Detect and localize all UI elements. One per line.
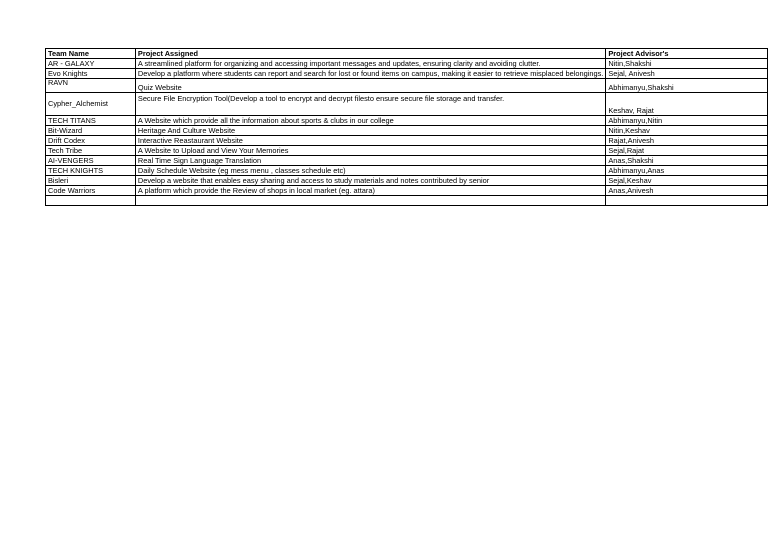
- table-row: [46, 146, 768, 156]
- table-row: [46, 59, 768, 69]
- team-name-cell[interactable]: [46, 196, 136, 206]
- team-name-cell[interactable]: Evo Knights: [46, 69, 136, 79]
- header-project-assigned[interactable]: Project Assigned: [135, 49, 605, 59]
- table-row: [46, 166, 768, 176]
- advisor-cell[interactable]: Abhimanyu,Shakshi: [606, 79, 768, 93]
- advisor-cell[interactable]: Sejal, Anivesh: [606, 69, 768, 79]
- project-cell[interactable]: [135, 196, 605, 206]
- team-name-cell[interactable]: Code Warriors: [46, 186, 136, 196]
- project-cell[interactable]: A platform which provide the Review of shops in local market (eg. attara): [135, 186, 605, 196]
- advisor-cell[interactable]: Anas,Shakshi: [606, 156, 768, 166]
- advisor-cell[interactable]: Anas,Anivesh: [606, 186, 768, 196]
- header-team-name[interactable]: Team Name: [46, 49, 136, 59]
- advisor-cell[interactable]: Abhimanyu,Anas: [606, 166, 768, 176]
- project-cell[interactable]: Heritage And Culture Website: [135, 126, 605, 136]
- team-name-cell[interactable]: TECH KNIGHTS: [46, 166, 136, 176]
- project-cell[interactable]: A Website to Upload and View Your Memories: [135, 146, 605, 156]
- advisor-cell[interactable]: Nitin,Shakshi: [606, 59, 768, 69]
- team-name-cell[interactable]: RAVN: [46, 79, 136, 93]
- team-name-cell[interactable]: AR - GALAXY: [46, 59, 136, 69]
- project-cell[interactable]: A Website which provide all the information about sports & clubs in our college: [135, 116, 605, 126]
- header-row: [46, 49, 768, 59]
- team-name-cell[interactable]: TECH TITANS: [46, 116, 136, 126]
- advisor-cell[interactable]: Sejal,Rajat: [606, 146, 768, 156]
- team-name-cell[interactable]: Bisleri: [46, 176, 136, 186]
- advisor-cell[interactable]: Rajat,Anivesh: [606, 136, 768, 146]
- team-name-cell[interactable]: Bit-Wizard: [46, 126, 136, 136]
- project-assignment-table: [45, 48, 768, 206]
- table-row: [46, 116, 768, 126]
- table-row: [46, 176, 768, 186]
- team-name-cell[interactable]: Cypher_Alchemist: [46, 93, 136, 116]
- project-cell[interactable]: A streamlined platform for organizing and accessing important messages and updates, ensuring clarity and avoiding clutter.: [135, 59, 605, 69]
- team-name-cell[interactable]: Drift Codex: [46, 136, 136, 146]
- table-row: [46, 186, 768, 196]
- project-cell[interactable]: Develop a website that enables easy sharing and access to study materials and notes contributed by senior: [135, 176, 605, 186]
- project-cell[interactable]: Interactive Reastaurant Website: [135, 136, 605, 146]
- advisor-cell[interactable]: [606, 196, 768, 206]
- header-project-advisor[interactable]: Project Advisor's: [606, 49, 768, 59]
- table-row: [46, 196, 768, 206]
- table-row: [46, 126, 768, 136]
- table-row: [46, 79, 768, 93]
- table-row: [46, 156, 768, 166]
- advisor-cell[interactable]: Nitin,Keshav: [606, 126, 768, 136]
- team-name-cell[interactable]: Tech Tribe: [46, 146, 136, 156]
- table-row: [46, 136, 768, 146]
- table-row: [46, 69, 768, 79]
- project-cell[interactable]: Real Time Sign Language Translation: [135, 156, 605, 166]
- advisor-cell[interactable]: Sejal,Keshav: [606, 176, 768, 186]
- table-row: [46, 93, 768, 116]
- project-cell[interactable]: Daily Schedule Website (eg mess menu , classes schedule etc): [135, 166, 605, 176]
- advisor-cell[interactable]: Abhimanyu,Nitin: [606, 116, 768, 126]
- project-cell[interactable]: Develop a platform where students can report and search for lost or found items on campus, making it easier to retrieve misplaced belongings.: [135, 69, 605, 79]
- project-cell[interactable]: Secure File Encryption Tool(Develop a tool to encrypt and decrypt filesto ensure secure file storage and transfer.: [135, 93, 605, 116]
- advisor-cell[interactable]: Keshav, Rajat: [606, 93, 768, 116]
- project-cell[interactable]: Quiz Website: [135, 79, 605, 93]
- team-name-cell[interactable]: AI-VENGERS: [46, 156, 136, 166]
